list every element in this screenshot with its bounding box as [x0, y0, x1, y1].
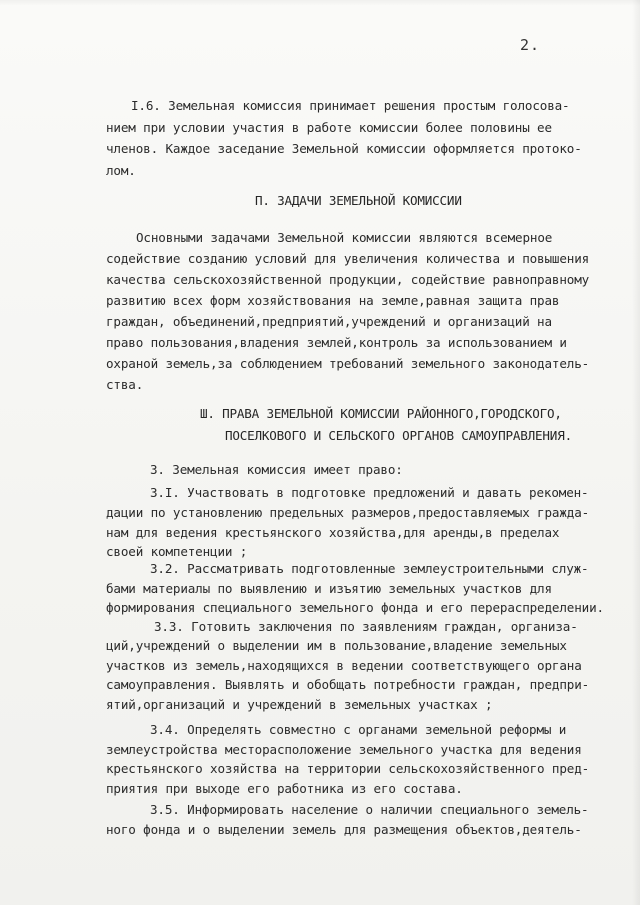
section-3-4-line-2: землеустройства месторасположение земельного участка для ведения: [106, 742, 582, 757]
section-1-6-line-3: членов. Каждое заседание Земельной комиссии оформляется протоко-: [106, 141, 582, 156]
section-3-3-line-2: ций,учреждений о выделении им в пользование,владение земельных: [106, 638, 567, 653]
section-3-3-line-1: 3.3. Готовить заключения по заявлениям граждан, организа-: [154, 619, 578, 634]
section-3-2-line-3: формирования специального земельного фонда и его перераспределении.: [106, 600, 604, 615]
section-3-3-line-5: ятий,организаций и учреждений в земельных участках ;: [106, 697, 493, 712]
section-3-5-line-1: 3.5. Информировать население о наличии специального земель-: [150, 802, 589, 817]
page-number: 2.: [520, 36, 541, 54]
scan-edge: [632, 0, 640, 905]
tasks-line-4: развитию всех форм хозяйствования на земле,равная защита прав: [106, 293, 560, 308]
section-1-6-line-1: I.6. Земельная комиссия принимает решения простым голосова-: [131, 98, 570, 113]
tasks-line-2: содействие созданию условий для увеличения количества и повышения: [106, 251, 590, 266]
section-heading-3-line-2: ПОСЕЛКОВОГО И СЕЛЬСКОГО ОРГАНОВ САМОУПРАВЛЕНИЯ.: [225, 428, 572, 443]
scan-shadow: [0, 0, 640, 6]
tasks-line-3: качества сельскохозяйственной продукции, содействие равноправному: [106, 272, 590, 287]
section-3-4-line-4: приятия при выходе его работника из его состава.: [106, 781, 463, 796]
section-1-6-line-2: нием при условии участия в работе комиссии более половины ее: [106, 120, 552, 135]
section-3-line: 3. Земельная комиссия имеет право:: [150, 462, 403, 477]
section-3-1-line-2: дации по установлению предельных размеров,предоставляемых гражда-: [106, 505, 590, 520]
section-3-4-line-3: крестьянского хозяйства на территории сельскохозяйственного пред-: [106, 761, 590, 776]
section-3-3-line-4: самоуправления. Выявлять и обобщать потребности граждан, предпри-: [106, 677, 590, 692]
tasks-line-7: охраной земель,за соблюдением требований земельного законодатель-: [106, 356, 590, 371]
section-3-4-line-1: 3.4. Определять совместно с органами земельной реформы и: [150, 722, 567, 737]
section-3-5-line-2: ного фонда и о выделении земель для размещения объектов,деятель-: [106, 822, 582, 837]
section-1-6-line-4: лом.: [106, 163, 136, 178]
section-3-2-line-2: бами материалы по выявлению и изъятию земельных участков для: [106, 581, 552, 596]
section-3-2-line-1: 3.2. Рассматривать подготовленные землеустроительными служ-: [150, 561, 589, 576]
tasks-line-6: право пользования,владения землей,контроль за использованием и: [106, 335, 567, 350]
tasks-line-8: ства.: [106, 377, 144, 392]
section-heading-2: П. ЗАДАЧИ ЗЕМЕЛЬНОЙ КОМИССИИ: [255, 193, 462, 208]
section-3-3-line-3: участков из земель,находящихся в ведении соответствующего органа: [106, 658, 582, 673]
section-heading-3-line-1: Ш. ПРАВА ЗЕМЕЛЬНОЙ КОМИССИИ РАЙОННОГО,ГОРОДСКОГО,: [200, 406, 562, 421]
section-3-1-line-1: 3.I. Участвовать в подготовке предложений и давать рекомен-: [150, 485, 589, 500]
section-3-1-line-4: своей компетенции ;: [106, 544, 248, 559]
tasks-line-5: граждан, объединений,предприятий,учреждений и организаций на: [106, 314, 552, 329]
section-3-1-line-3: нам для ведения крестьянского хозяйства,для аренды,в пределах: [106, 525, 560, 540]
tasks-line-1: Основными задачами Земельной комиссии являются всемерное: [136, 230, 553, 245]
